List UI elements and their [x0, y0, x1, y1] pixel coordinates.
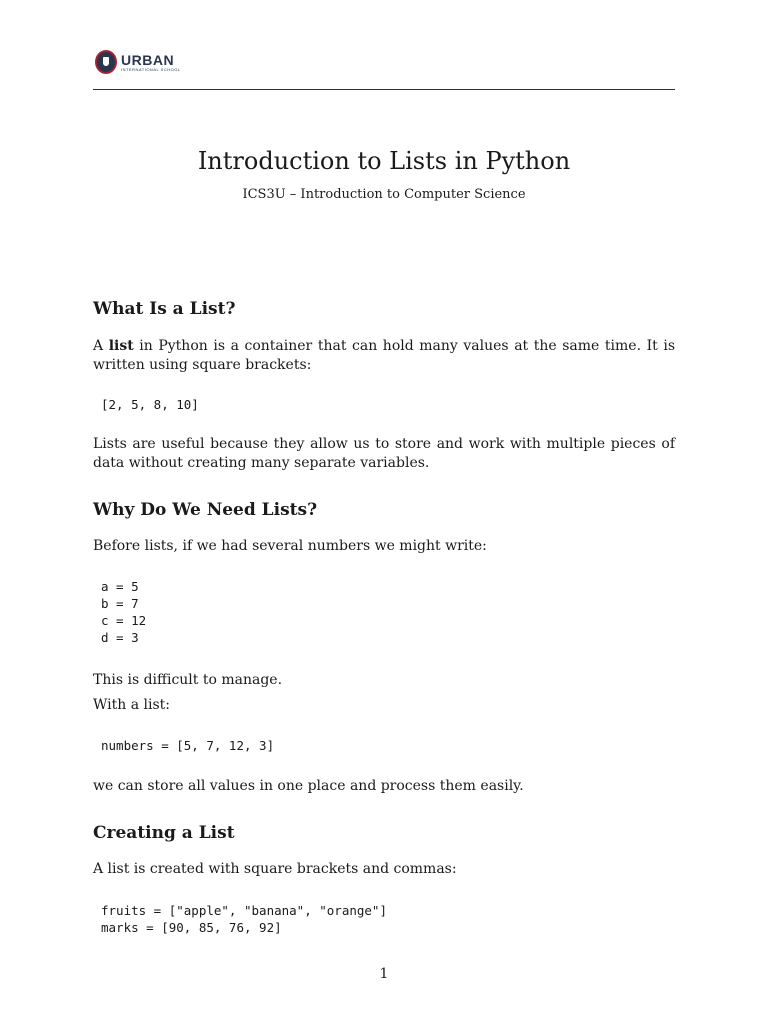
bold-term-list: list — [108, 338, 134, 354]
paragraph-lists-useful: Lists are useful because they allow us to store and work with multiple pieces of data without creating many separate variables. — [93, 436, 675, 471]
paragraph-before-lists: Before lists, if we had several numbers we might write: — [93, 538, 487, 554]
page-number: 1 — [379, 966, 389, 982]
text-prefix: A — [93, 338, 109, 354]
code-block-numbers-list: numbers = [5, 7, 12, 3] — [101, 738, 275, 753]
document-subtitle: ICS3U – Introduction to Computer Science — [242, 187, 526, 202]
document-title: Introduction to Lists in Python — [197, 147, 571, 175]
section-heading-what-is-a-list: What Is a List? — [93, 299, 236, 319]
header-divider — [93, 89, 675, 90]
paragraph-with-a-list: With a list: — [93, 697, 170, 713]
paragraph-store-values: we can store all values in one place and process them easily. — [93, 778, 524, 794]
section-heading-why-lists: Why Do We Need Lists? — [93, 500, 318, 520]
text-rest: in Python is a container that can hold many values at the same time. It is written using square brackets: — [93, 338, 676, 373]
code-block-list-example: [2, 5, 8, 10] — [101, 397, 199, 412]
paragraph-list-definition — [93, 337, 675, 375]
paragraph-difficult: This is difficult to manage. — [93, 672, 283, 688]
section-heading-creating-a-list: Creating a List — [93, 823, 235, 843]
logo-subtitle: INTERNATIONAL SCHOOL — [121, 66, 181, 72]
logo-name: URBAN — [121, 51, 175, 68]
logo-text — [121, 53, 181, 72]
code-block-separate-variables: a = 5 b = 7 c = 12 d = 3 — [101, 579, 147, 645]
school-logo — [95, 50, 181, 74]
crest-icon — [95, 50, 117, 74]
paragraph-creating: A list is created with square brackets and commas: — [93, 861, 457, 877]
code-block-fruits-marks: fruits = ["apple", "banana", "orange"] marks = [90, 85, 76, 92] — [101, 903, 387, 935]
